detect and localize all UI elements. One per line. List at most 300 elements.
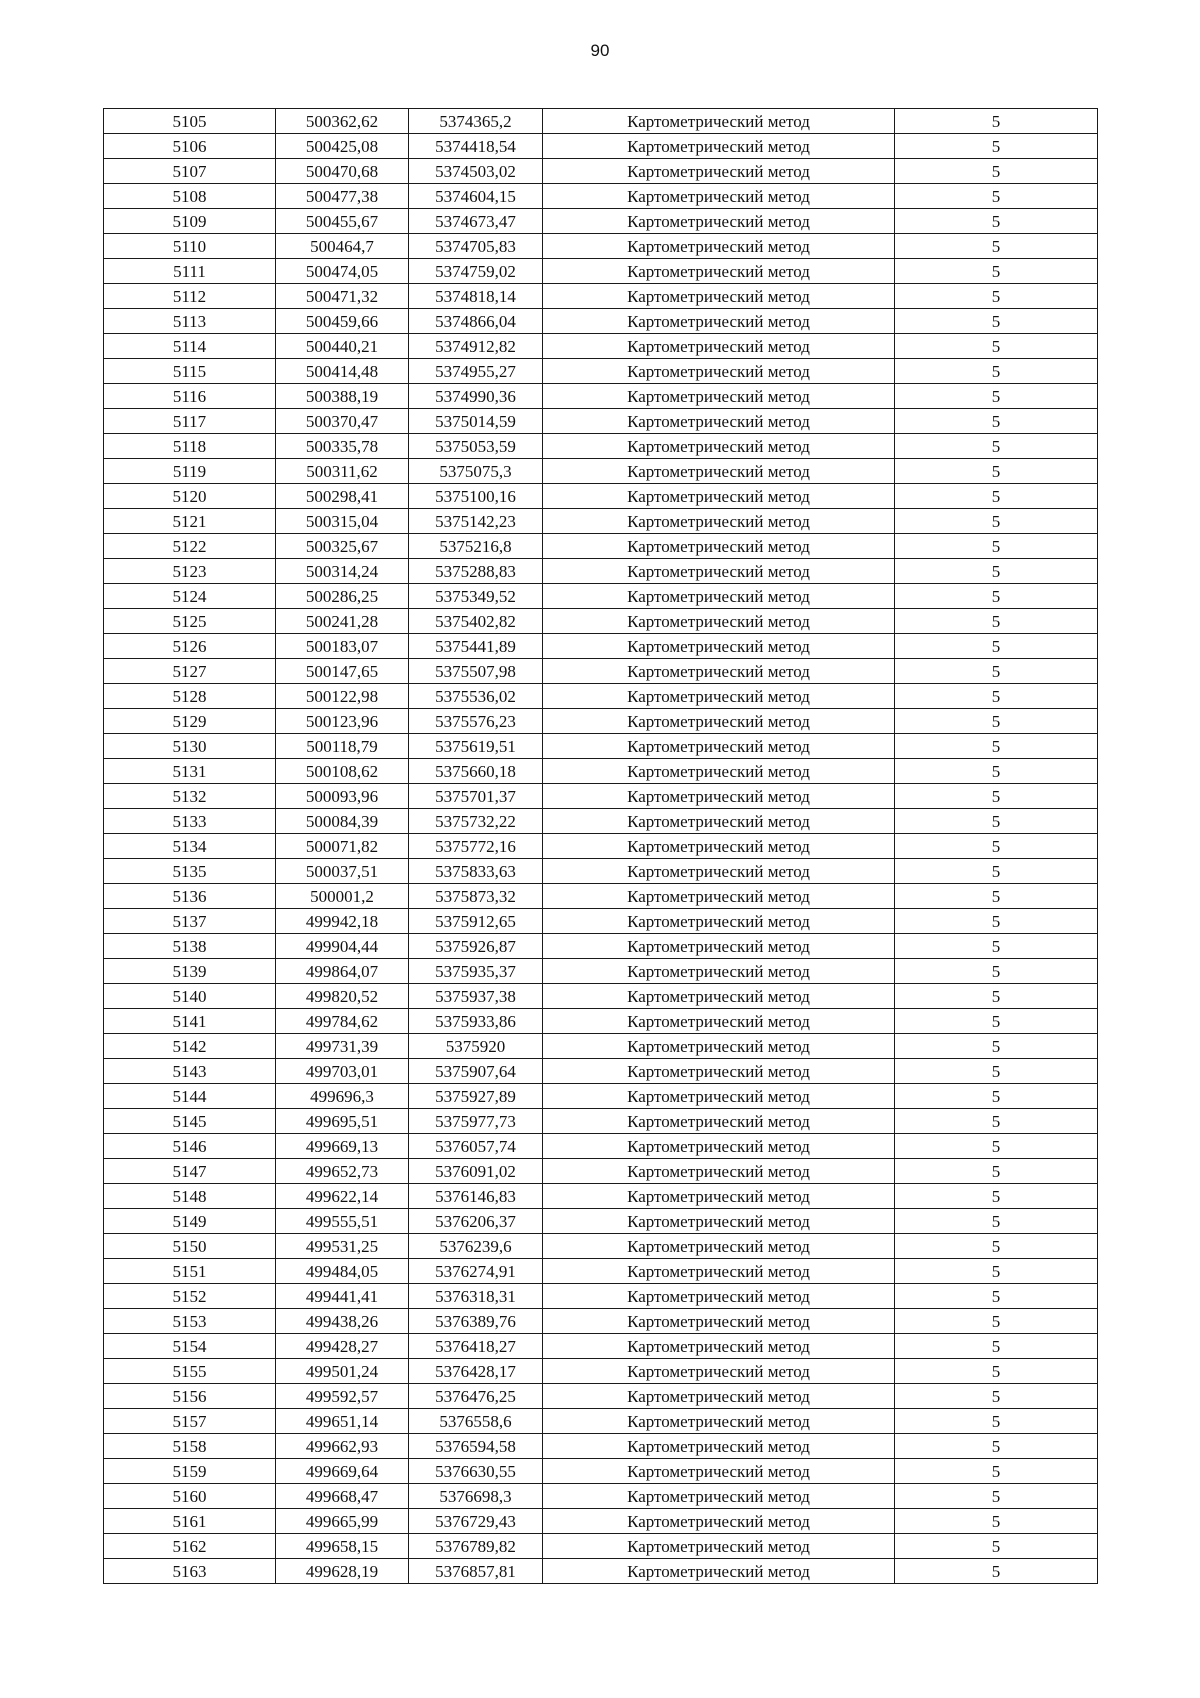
accuracy-cell: 5 [895, 859, 1098, 884]
accuracy-cell: 5 [895, 1509, 1098, 1534]
table-row [104, 584, 1098, 609]
table-row [104, 1284, 1098, 1309]
point-number-cell: 5105 [104, 109, 276, 134]
y-coordinate-cell: 5374365,2 [409, 109, 543, 134]
point-number-cell: 5162 [104, 1534, 276, 1559]
point-number-cell: 5135 [104, 859, 276, 884]
point-number-cell: 5127 [104, 659, 276, 684]
table-row [104, 1484, 1098, 1509]
x-coordinate-cell: 499501,24 [276, 1359, 409, 1384]
y-coordinate-cell: 5375732,22 [409, 809, 543, 834]
point-number-cell: 5129 [104, 709, 276, 734]
table-row [104, 1234, 1098, 1259]
method-cell: Картометрический метод [543, 1284, 895, 1309]
x-coordinate-cell: 499531,25 [276, 1234, 409, 1259]
accuracy-cell: 5 [895, 1534, 1098, 1559]
method-cell: Картометрический метод [543, 784, 895, 809]
point-number-cell: 5150 [104, 1234, 276, 1259]
method-cell: Картометрический метод [543, 384, 895, 409]
y-coordinate-cell: 5376418,27 [409, 1334, 543, 1359]
table-row [104, 259, 1098, 284]
y-coordinate-cell: 5376146,83 [409, 1184, 543, 1209]
x-coordinate-cell: 499658,15 [276, 1534, 409, 1559]
y-coordinate-cell: 5374990,36 [409, 384, 543, 409]
method-cell: Картометрический метод [543, 509, 895, 534]
point-number-cell: 5120 [104, 484, 276, 509]
point-number-cell: 5140 [104, 984, 276, 1009]
accuracy-cell: 5 [895, 1334, 1098, 1359]
method-cell: Картометрический метод [543, 634, 895, 659]
point-number-cell: 5159 [104, 1459, 276, 1484]
method-cell: Картометрический метод [543, 1559, 895, 1584]
accuracy-cell: 5 [895, 359, 1098, 384]
accuracy-cell: 5 [895, 1159, 1098, 1184]
point-number-cell: 5114 [104, 334, 276, 359]
method-cell: Картометрический метод [543, 684, 895, 709]
x-coordinate-cell: 500464,7 [276, 234, 409, 259]
point-number-cell: 5117 [104, 409, 276, 434]
method-cell: Картометрический метод [543, 134, 895, 159]
method-cell: Картометрический метод [543, 109, 895, 134]
x-coordinate-cell: 499904,44 [276, 934, 409, 959]
method-cell: Картометрический метод [543, 359, 895, 384]
y-coordinate-cell: 5375873,32 [409, 884, 543, 909]
table-row [104, 309, 1098, 334]
point-number-cell: 5144 [104, 1084, 276, 1109]
table-row [104, 1459, 1098, 1484]
method-cell: Картометрический метод [543, 1509, 895, 1534]
x-coordinate-cell: 499662,93 [276, 1434, 409, 1459]
y-coordinate-cell: 5375216,8 [409, 534, 543, 559]
table-row [104, 734, 1098, 759]
table-row [104, 1109, 1098, 1134]
accuracy-cell: 5 [895, 509, 1098, 534]
point-number-cell: 5119 [104, 459, 276, 484]
method-cell: Картометрический метод [543, 984, 895, 1009]
point-number-cell: 5128 [104, 684, 276, 709]
table-row [104, 134, 1098, 159]
accuracy-cell: 5 [895, 209, 1098, 234]
point-number-cell: 5142 [104, 1034, 276, 1059]
method-cell: Картометрический метод [543, 809, 895, 834]
accuracy-cell: 5 [895, 334, 1098, 359]
table-row [104, 534, 1098, 559]
accuracy-cell: 5 [895, 1434, 1098, 1459]
x-coordinate-cell: 500414,48 [276, 359, 409, 384]
method-cell: Картометрический метод [543, 534, 895, 559]
method-cell: Картометрический метод [543, 609, 895, 634]
x-coordinate-cell: 499668,47 [276, 1484, 409, 1509]
x-coordinate-cell: 500037,51 [276, 859, 409, 884]
x-coordinate-cell: 499669,64 [276, 1459, 409, 1484]
y-coordinate-cell: 5376857,81 [409, 1559, 543, 1584]
y-coordinate-cell: 5376698,3 [409, 1484, 543, 1509]
accuracy-cell: 5 [895, 1084, 1098, 1109]
accuracy-cell: 5 [895, 984, 1098, 1009]
method-cell: Картометрический метод [543, 1409, 895, 1434]
table-row [104, 1509, 1098, 1534]
method-cell: Картометрический метод [543, 734, 895, 759]
table-row [104, 959, 1098, 984]
method-cell: Картометрический метод [543, 909, 895, 934]
point-number-cell: 5155 [104, 1359, 276, 1384]
accuracy-cell: 5 [895, 884, 1098, 909]
method-cell: Картометрический метод [543, 309, 895, 334]
table-row [104, 809, 1098, 834]
point-number-cell: 5157 [104, 1409, 276, 1434]
x-coordinate-cell: 500440,21 [276, 334, 409, 359]
accuracy-cell: 5 [895, 809, 1098, 834]
accuracy-cell: 5 [895, 434, 1098, 459]
point-number-cell: 5154 [104, 1334, 276, 1359]
x-coordinate-cell: 499428,27 [276, 1334, 409, 1359]
point-number-cell: 5118 [104, 434, 276, 459]
y-coordinate-cell: 5375977,73 [409, 1109, 543, 1134]
method-cell: Картометрический метод [543, 959, 895, 984]
accuracy-cell: 5 [895, 1184, 1098, 1209]
y-coordinate-cell: 5376274,91 [409, 1259, 543, 1284]
x-coordinate-cell: 500477,38 [276, 184, 409, 209]
method-cell: Картометрический метод [543, 1184, 895, 1209]
x-coordinate-cell: 500093,96 [276, 784, 409, 809]
table-row [104, 409, 1098, 434]
accuracy-cell: 5 [895, 1134, 1098, 1159]
x-coordinate-cell: 500388,19 [276, 384, 409, 409]
table-row [104, 684, 1098, 709]
point-number-cell: 5136 [104, 884, 276, 909]
accuracy-cell: 5 [895, 1009, 1098, 1034]
x-coordinate-cell: 500470,68 [276, 159, 409, 184]
y-coordinate-cell: 5375937,38 [409, 984, 543, 1009]
method-cell: Картометрический метод [543, 1384, 895, 1409]
x-coordinate-cell: 500084,39 [276, 809, 409, 834]
method-cell: Картометрический метод [543, 1484, 895, 1509]
accuracy-cell: 5 [895, 109, 1098, 134]
method-cell: Картометрический метод [543, 659, 895, 684]
x-coordinate-cell: 500183,07 [276, 634, 409, 659]
method-cell: Картометрический метод [543, 559, 895, 584]
y-coordinate-cell: 5376630,55 [409, 1459, 543, 1484]
table-row [104, 984, 1098, 1009]
y-coordinate-cell: 5375075,3 [409, 459, 543, 484]
table-row [104, 1434, 1098, 1459]
x-coordinate-cell: 499652,73 [276, 1159, 409, 1184]
y-coordinate-cell: 5375014,59 [409, 409, 543, 434]
point-number-cell: 5146 [104, 1134, 276, 1159]
accuracy-cell: 5 [895, 1109, 1098, 1134]
point-number-cell: 5124 [104, 584, 276, 609]
y-coordinate-cell: 5376594,58 [409, 1434, 543, 1459]
point-number-cell: 5145 [104, 1109, 276, 1134]
accuracy-cell: 5 [895, 934, 1098, 959]
y-coordinate-cell: 5375833,63 [409, 859, 543, 884]
y-coordinate-cell: 5374759,02 [409, 259, 543, 284]
y-coordinate-cell: 5374912,82 [409, 334, 543, 359]
table-row [104, 1559, 1098, 1584]
y-coordinate-cell: 5375912,65 [409, 909, 543, 934]
table-row [104, 1159, 1098, 1184]
table-row [104, 1334, 1098, 1359]
y-coordinate-cell: 5376789,82 [409, 1534, 543, 1559]
point-number-cell: 5137 [104, 909, 276, 934]
accuracy-cell: 5 [895, 659, 1098, 684]
x-coordinate-cell: 500118,79 [276, 734, 409, 759]
y-coordinate-cell: 5376389,76 [409, 1309, 543, 1334]
y-coordinate-cell: 5375402,82 [409, 609, 543, 634]
y-coordinate-cell: 5375933,86 [409, 1009, 543, 1034]
method-cell: Картометрический метод [543, 1359, 895, 1384]
method-cell: Картометрический метод [543, 459, 895, 484]
point-number-cell: 5163 [104, 1559, 276, 1584]
point-number-cell: 5141 [104, 1009, 276, 1034]
x-coordinate-cell: 500241,28 [276, 609, 409, 634]
y-coordinate-cell: 5375920 [409, 1034, 543, 1059]
y-coordinate-cell: 5375907,64 [409, 1059, 543, 1084]
method-cell: Картометрический метод [543, 409, 895, 434]
point-number-cell: 5161 [104, 1509, 276, 1534]
method-cell: Картометрический метод [543, 259, 895, 284]
x-coordinate-cell: 500122,98 [276, 684, 409, 709]
method-cell: Картометрический метод [543, 1259, 895, 1284]
point-number-cell: 5123 [104, 559, 276, 584]
x-coordinate-cell: 499628,19 [276, 1559, 409, 1584]
y-coordinate-cell: 5375507,98 [409, 659, 543, 684]
x-coordinate-cell: 499665,99 [276, 1509, 409, 1534]
accuracy-cell: 5 [895, 184, 1098, 209]
x-coordinate-cell: 500335,78 [276, 434, 409, 459]
point-number-cell: 5111 [104, 259, 276, 284]
y-coordinate-cell: 5375772,16 [409, 834, 543, 859]
y-coordinate-cell: 5374705,83 [409, 234, 543, 259]
x-coordinate-cell: 499592,57 [276, 1384, 409, 1409]
method-cell: Картометрический метод [543, 1434, 895, 1459]
x-coordinate-cell: 500314,24 [276, 559, 409, 584]
x-coordinate-cell: 499703,01 [276, 1059, 409, 1084]
table-row [104, 609, 1098, 634]
point-number-cell: 5138 [104, 934, 276, 959]
x-coordinate-cell: 499864,07 [276, 959, 409, 984]
point-number-cell: 5106 [104, 134, 276, 159]
y-coordinate-cell: 5375053,59 [409, 434, 543, 459]
x-coordinate-cell: 499695,51 [276, 1109, 409, 1134]
method-cell: Картометрический метод [543, 1234, 895, 1259]
point-number-cell: 5107 [104, 159, 276, 184]
table-row [104, 1009, 1098, 1034]
table-row [104, 1059, 1098, 1084]
accuracy-cell: 5 [895, 709, 1098, 734]
table-row [104, 559, 1098, 584]
x-coordinate-cell: 499820,52 [276, 984, 409, 1009]
point-number-cell: 5148 [104, 1184, 276, 1209]
accuracy-cell: 5 [895, 409, 1098, 434]
x-coordinate-cell: 499669,13 [276, 1134, 409, 1159]
accuracy-cell: 5 [895, 609, 1098, 634]
method-cell: Картометрический метод [543, 709, 895, 734]
accuracy-cell: 5 [895, 1259, 1098, 1284]
table-row [104, 784, 1098, 809]
method-cell: Картометрический метод [543, 484, 895, 509]
table-row [104, 759, 1098, 784]
y-coordinate-cell: 5375935,37 [409, 959, 543, 984]
coordinates-table [103, 108, 1098, 1584]
method-cell: Картометрический метод [543, 884, 895, 909]
method-cell: Картометрический метод [543, 1009, 895, 1034]
table-row [104, 934, 1098, 959]
accuracy-cell: 5 [895, 1034, 1098, 1059]
y-coordinate-cell: 5375927,89 [409, 1084, 543, 1109]
table-row [104, 1259, 1098, 1284]
table-row [104, 909, 1098, 934]
accuracy-cell: 5 [895, 734, 1098, 759]
table-row [104, 1084, 1098, 1109]
method-cell: Картометрический метод [543, 859, 895, 884]
table-row [104, 1384, 1098, 1409]
method-cell: Картометрический метод [543, 1459, 895, 1484]
x-coordinate-cell: 499784,62 [276, 1009, 409, 1034]
method-cell: Картометрический метод [543, 759, 895, 784]
x-coordinate-cell: 500311,62 [276, 459, 409, 484]
table-row [104, 884, 1098, 909]
method-cell: Картометрический метод [543, 834, 895, 859]
point-number-cell: 5115 [104, 359, 276, 384]
table-row [104, 109, 1098, 134]
table-row [104, 459, 1098, 484]
x-coordinate-cell: 500425,08 [276, 134, 409, 159]
table-row [104, 634, 1098, 659]
accuracy-cell: 5 [895, 1309, 1098, 1334]
table-row [104, 1209, 1098, 1234]
accuracy-cell: 5 [895, 1209, 1098, 1234]
point-number-cell: 5151 [104, 1259, 276, 1284]
x-coordinate-cell: 500474,05 [276, 259, 409, 284]
accuracy-cell: 5 [895, 259, 1098, 284]
y-coordinate-cell: 5375701,37 [409, 784, 543, 809]
y-coordinate-cell: 5375576,23 [409, 709, 543, 734]
y-coordinate-cell: 5376428,17 [409, 1359, 543, 1384]
point-number-cell: 5152 [104, 1284, 276, 1309]
table-row [104, 184, 1098, 209]
accuracy-cell: 5 [895, 384, 1098, 409]
x-coordinate-cell: 499942,18 [276, 909, 409, 934]
method-cell: Картометрический метод [543, 934, 895, 959]
accuracy-cell: 5 [895, 1384, 1098, 1409]
accuracy-cell: 5 [895, 909, 1098, 934]
accuracy-cell: 5 [895, 534, 1098, 559]
table-row [104, 509, 1098, 534]
method-cell: Картометрический метод [543, 234, 895, 259]
point-number-cell: 5149 [104, 1209, 276, 1234]
y-coordinate-cell: 5376729,43 [409, 1509, 543, 1534]
table-row [104, 284, 1098, 309]
accuracy-cell: 5 [895, 1459, 1098, 1484]
x-coordinate-cell: 500471,32 [276, 284, 409, 309]
accuracy-cell: 5 [895, 684, 1098, 709]
table-row [104, 209, 1098, 234]
table-row [104, 434, 1098, 459]
x-coordinate-cell: 499696,3 [276, 1084, 409, 1109]
y-coordinate-cell: 5375441,89 [409, 634, 543, 659]
accuracy-cell: 5 [895, 1484, 1098, 1509]
method-cell: Картометрический метод [543, 284, 895, 309]
y-coordinate-cell: 5375619,51 [409, 734, 543, 759]
accuracy-cell: 5 [895, 159, 1098, 184]
table-row [104, 359, 1098, 384]
accuracy-cell: 5 [895, 584, 1098, 609]
accuracy-cell: 5 [895, 959, 1098, 984]
method-cell: Картометрический метод [543, 1059, 895, 1084]
y-coordinate-cell: 5375349,52 [409, 584, 543, 609]
x-coordinate-cell: 500315,04 [276, 509, 409, 534]
point-number-cell: 5113 [104, 309, 276, 334]
point-number-cell: 5110 [104, 234, 276, 259]
y-coordinate-cell: 5375142,23 [409, 509, 543, 534]
accuracy-cell: 5 [895, 284, 1098, 309]
point-number-cell: 5147 [104, 1159, 276, 1184]
x-coordinate-cell: 500459,66 [276, 309, 409, 334]
x-coordinate-cell: 499731,39 [276, 1034, 409, 1059]
point-number-cell: 5132 [104, 784, 276, 809]
point-number-cell: 5109 [104, 209, 276, 234]
y-coordinate-cell: 5376558,6 [409, 1409, 543, 1434]
point-number-cell: 5134 [104, 834, 276, 859]
x-coordinate-cell: 500370,47 [276, 409, 409, 434]
accuracy-cell: 5 [895, 1059, 1098, 1084]
method-cell: Картометрический метод [543, 434, 895, 459]
y-coordinate-cell: 5374673,47 [409, 209, 543, 234]
method-cell: Картометрический метод [543, 1034, 895, 1059]
point-number-cell: 5156 [104, 1384, 276, 1409]
accuracy-cell: 5 [895, 1409, 1098, 1434]
x-coordinate-cell: 499484,05 [276, 1259, 409, 1284]
method-cell: Картометрический метод [543, 159, 895, 184]
point-number-cell: 5139 [104, 959, 276, 984]
point-number-cell: 5121 [104, 509, 276, 534]
point-number-cell: 5158 [104, 1434, 276, 1459]
point-number-cell: 5108 [104, 184, 276, 209]
method-cell: Картометрический метод [543, 1084, 895, 1109]
y-coordinate-cell: 5374866,04 [409, 309, 543, 334]
x-coordinate-cell: 500123,96 [276, 709, 409, 734]
coordinates-table-body [104, 109, 1098, 1584]
y-coordinate-cell: 5374955,27 [409, 359, 543, 384]
point-number-cell: 5116 [104, 384, 276, 409]
y-coordinate-cell: 5375926,87 [409, 934, 543, 959]
table-row [104, 334, 1098, 359]
accuracy-cell: 5 [895, 234, 1098, 259]
accuracy-cell: 5 [895, 1359, 1098, 1384]
x-coordinate-cell: 500071,82 [276, 834, 409, 859]
x-coordinate-cell: 500001,2 [276, 884, 409, 909]
x-coordinate-cell: 499622,14 [276, 1184, 409, 1209]
y-coordinate-cell: 5375288,83 [409, 559, 543, 584]
table-row [104, 1184, 1098, 1209]
table-row [104, 834, 1098, 859]
method-cell: Картометрический метод [543, 184, 895, 209]
method-cell: Картометрический метод [543, 1109, 895, 1134]
point-number-cell: 5153 [104, 1309, 276, 1334]
x-coordinate-cell: 499441,41 [276, 1284, 409, 1309]
method-cell: Картометрический метод [543, 1534, 895, 1559]
x-coordinate-cell: 500362,62 [276, 109, 409, 134]
y-coordinate-cell: 5375660,18 [409, 759, 543, 784]
y-coordinate-cell: 5374604,15 [409, 184, 543, 209]
accuracy-cell: 5 [895, 834, 1098, 859]
x-coordinate-cell: 500298,41 [276, 484, 409, 509]
table-row [104, 859, 1098, 884]
y-coordinate-cell: 5376239,6 [409, 1234, 543, 1259]
method-cell: Картометрический метод [543, 1309, 895, 1334]
method-cell: Картометрический метод [543, 1209, 895, 1234]
